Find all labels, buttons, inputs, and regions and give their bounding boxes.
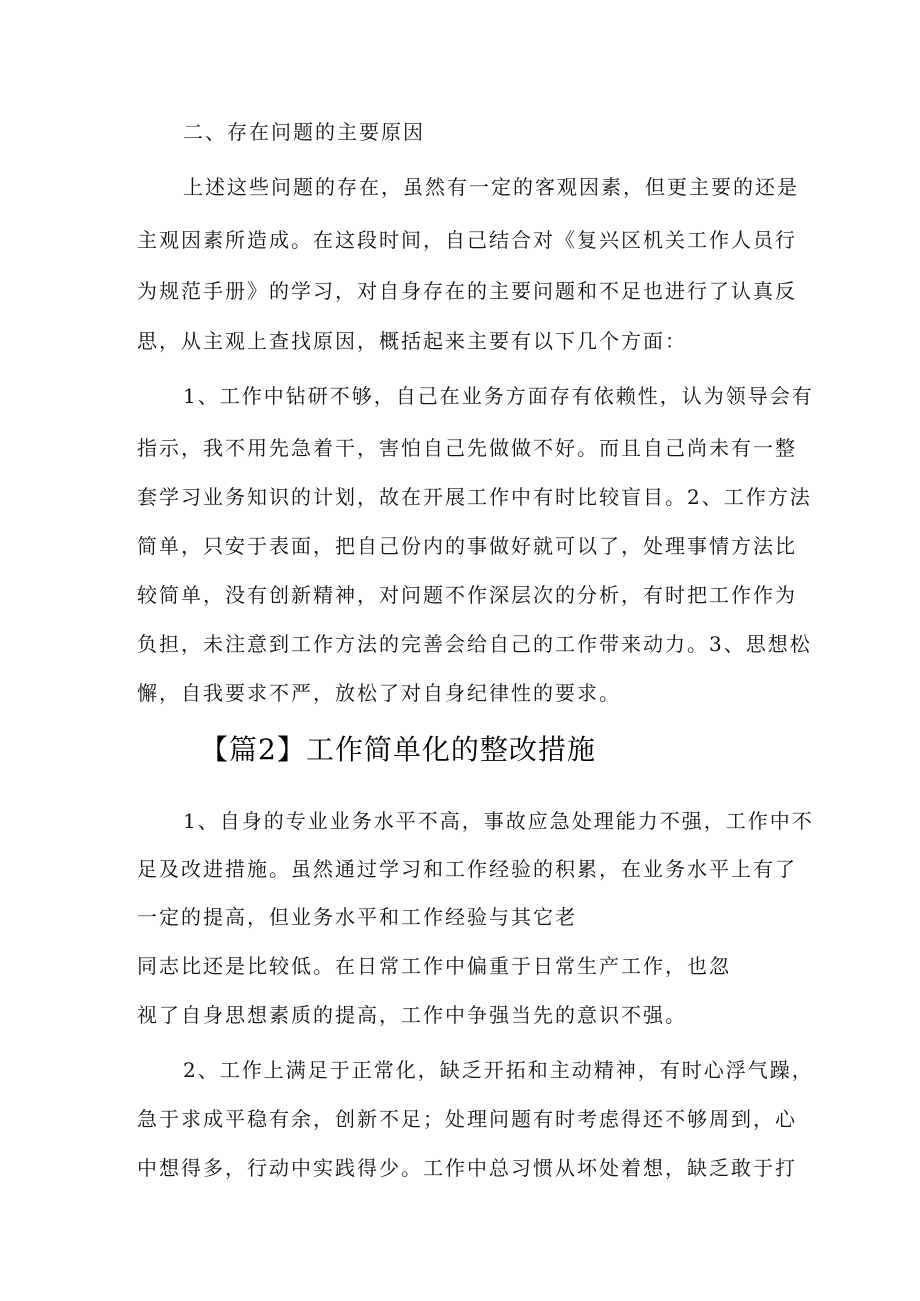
paragraph-line: 视了自身思想素质的提高，工作中争强当先的意识不强。 <box>137 1003 687 1027</box>
paragraph-line: 简单，只安于表面，把自己份内的事做好就可以了，处理事情方法比 <box>137 534 797 558</box>
paragraph-line: 较简单，没有创新精神，对问题不作深层次的分析，有时把工作作为 <box>137 583 797 607</box>
paragraph-line: 中想得多，行动中实践得少。工作中总习惯从坏处着想，缺乏敢于打 <box>137 1156 797 1180</box>
paragraph-line: 懈，自我要求不严，放松了对自身纪律性的要求。 <box>137 681 621 705</box>
paragraph-line: 为规范手册》的学习，对自身存在的主要问题和不足也进行了认真反 <box>137 279 797 303</box>
paragraph-line: 1、自身的专业业务水平不高，事故应急处理能力不强，工作中不 <box>183 809 814 833</box>
paragraph-line: 急于求成平稳有余，创新不足；处理问题有时考虑得还不够周到，心 <box>137 1107 797 1131</box>
paragraph-line: 主观因素所造成。在这段时间，自己结合对《复兴区机关工作人员行 <box>137 228 797 252</box>
paragraph-line: 2、工作上满足于正常化，缺乏开拓和主动精神，有时心浮气躁， <box>183 1058 814 1082</box>
paragraph-line: 思，从主观上查找原因，概括起来主要有以下几个方面： <box>137 329 687 353</box>
paragraph-line: 套学习业务知识的计划，故在开展工作中有时比较盲目。2、工作方法 <box>137 485 812 509</box>
chapter-heading: 【篇2】工作简单化的整改措施 <box>200 733 596 766</box>
paragraph-line: 指示，我不用先急着干，害怕自己先做做不好。而且自己尚未有一整 <box>137 436 797 460</box>
paragraph-line: 上述这些问题的存在，虽然有一定的客观因素，但更主要的还是 <box>183 175 799 199</box>
paragraph-line: 一定的提高，但业务水平和工作经验与其它老 <box>137 905 577 929</box>
paragraph-line: 负担，未注意到工作方法的完善会给自己的工作带来动力。3、思想松 <box>137 632 812 656</box>
paragraph-line: 1、工作中钻研不够，自己在业务方面存有依赖性，认为领导会有 <box>183 384 814 408</box>
section-heading: 二、存在问题的主要原因 <box>183 120 425 144</box>
paragraph-line: 足及改进措施。虽然通过学习和工作经验的积累，在业务水平上有了 <box>137 857 797 881</box>
paragraph-line: 同志比还是比较低。在日常工作中偏重于日常生产工作，也忽 <box>137 954 731 978</box>
